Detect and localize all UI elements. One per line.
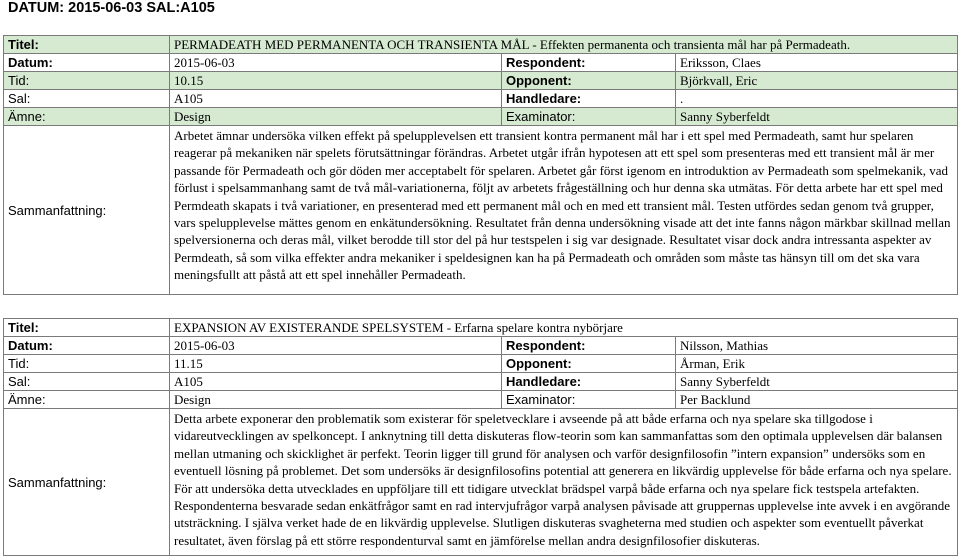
respondent-label: Respondent: [502,54,676,72]
titel-value: EXPANSION AV EXISTERANDE SPELSYSTEM - Erfarna spelare kontra nybörjare [170,319,958,337]
sal-label: Sal: [4,90,170,108]
titel-value: PERMADEATH MED PERMANENTA OCH TRANSIENTA MÅL - Effekten permanenta och transienta mål har på Permadeath. [170,36,958,54]
datum-row [4,54,958,72]
opponent-label: Opponent: [502,355,676,373]
amne-value: Design [170,108,502,126]
tid-value: 10.15 [170,72,502,90]
tid-value: 11.15 [170,355,502,373]
sammanfattning-label: Sammanfattning: [4,126,170,295]
page-heading: DATUM: 2015-06-03 SAL:A105 [8,0,215,16]
datum-value: 2015-06-03 [170,54,502,72]
amne-label: Ämne: [4,108,170,126]
sammanfattning-row [4,409,958,556]
sal-value: A105 [170,373,502,391]
sal-label: Sal: [4,373,170,391]
respondent-label: Respondent: [502,337,676,355]
handledare-label: Handledare: [502,90,676,108]
opponent-label: Opponent: [502,72,676,90]
thesis-entry-2 [3,318,958,556]
sal-row [4,373,958,391]
examinator-value: Sanny Syberfeldt [676,108,958,126]
sammanfattning-text: Detta arbete exponerar den problematik som existerar för speletvecklare i avseende på att både erfarna och nya spelare ska tillgodose i vidareutvecklingen av spelkoncept. I anknytning till detta diskuteras flow-teorin som kan sammanfattas som den optimala upplevelsen där balansen mellan utmaning och skicklighet är perfekt. Teorin ligger till grund för analysen och varför designfilosofin ”intern expansion” undersöks som en eventuell lösning på problemet. Det som undersöks är designfilosofins potential att generera en likvärdig upplevelse för både erfarna och nya spelare. För att undersöka detta utvecklades en uppföljare till ett tidigare utvecklat brädspel varpå både erfarna och nya spelare fick testspela artefakten. Respondenterna besvarade sedan enkätfrågor samt en rad intervjufrågor varpå analysen påvisade att gruppernas upplevelse inte avvek i en avgörande utsträckning. I själva verket hade de en likvärdig upplevelse. Slutligen diskuteras svagheterna med studien och aspekter som eventuellt påverkat resultatet, även förslag på ett större respondenturval samt en jämförelse mellan andra designfilosofier diskuteras. [170,409,958,556]
opponent-value: Årman, Erik [676,355,958,373]
title-row [4,319,958,337]
examinator-label: Examinator: [502,108,676,126]
sammanfattning-text: Arbetet ämnar undersöka vilken effekt på spelupplevelsen ett transient kontra permanent mål har i ett spel med Permadeath, samt hur spelaren reagerar på mekaniken när spelets förutsättningar förändras. Arbetet utgår ifrån hypotesen att ett spel som presenteras med ett transient mål är mer passande för Permadeath och gör döden mer acceptabelt för spelaren. Arbetet går först igenom en introduktion av Permadeath som spelmekanik, vad förlust i spelsammanhang samt de två mål-variationerna, följt av arbetets frågeställning och hur denna ska utmätas. För detta arbete har ett spel med Permdeath skapats i två variationer, en presenterad med ett permanent mål och en med ett transient mål. Testen utfördes sedan genom två grupper, vars spelupplevelse mättes genom en enkätundersökning. Resultatet från denna undersökning visade att det inte fanns någon märkbar skillnad mellan spelversionerna och deras mål, vilket berodde till stor del på hur testspelen i sig var designade. Resultatet visar dock andra intressanta aspekter av Permdeath, så som vilka effekter andra mekaniker i speldesignen kan ha på Permadeath och områden som måste tas hänsyn till om det ska vara meningsfullt att påstå att ett spel innehåller Permadeath. [170,126,958,295]
title-row [4,36,958,54]
tid-label: Tid: [4,355,170,373]
tid-label: Tid: [4,72,170,90]
handledare-value: . [676,90,958,108]
examinator-value: Per Backlund [676,391,958,409]
handledare-label: Handledare: [502,373,676,391]
datum-label: Datum: [4,54,170,72]
tid-row [4,72,958,90]
respondent-value: Eriksson, Claes [676,54,958,72]
datum-value: 2015-06-03 [170,337,502,355]
sal-value: A105 [170,90,502,108]
amne-row [4,108,958,126]
tid-row [4,355,958,373]
amne-label: Ämne: [4,391,170,409]
amne-value: Design [170,391,502,409]
amne-row [4,391,958,409]
titel-label: Titel: [4,319,170,337]
datum-row [4,337,958,355]
titel-label: Titel: [4,36,170,54]
handledare-value: Sanny Syberfeldt [676,373,958,391]
sammanfattning-label: Sammanfattning: [4,409,170,556]
opponent-value: Björkvall, Eric [676,72,958,90]
sal-row [4,90,958,108]
thesis-entry-1 [3,35,958,295]
sammanfattning-row [4,126,958,295]
datum-label: Datum: [4,337,170,355]
respondent-value: Nilsson, Mathias [676,337,958,355]
examinator-label: Examinator: [502,391,676,409]
